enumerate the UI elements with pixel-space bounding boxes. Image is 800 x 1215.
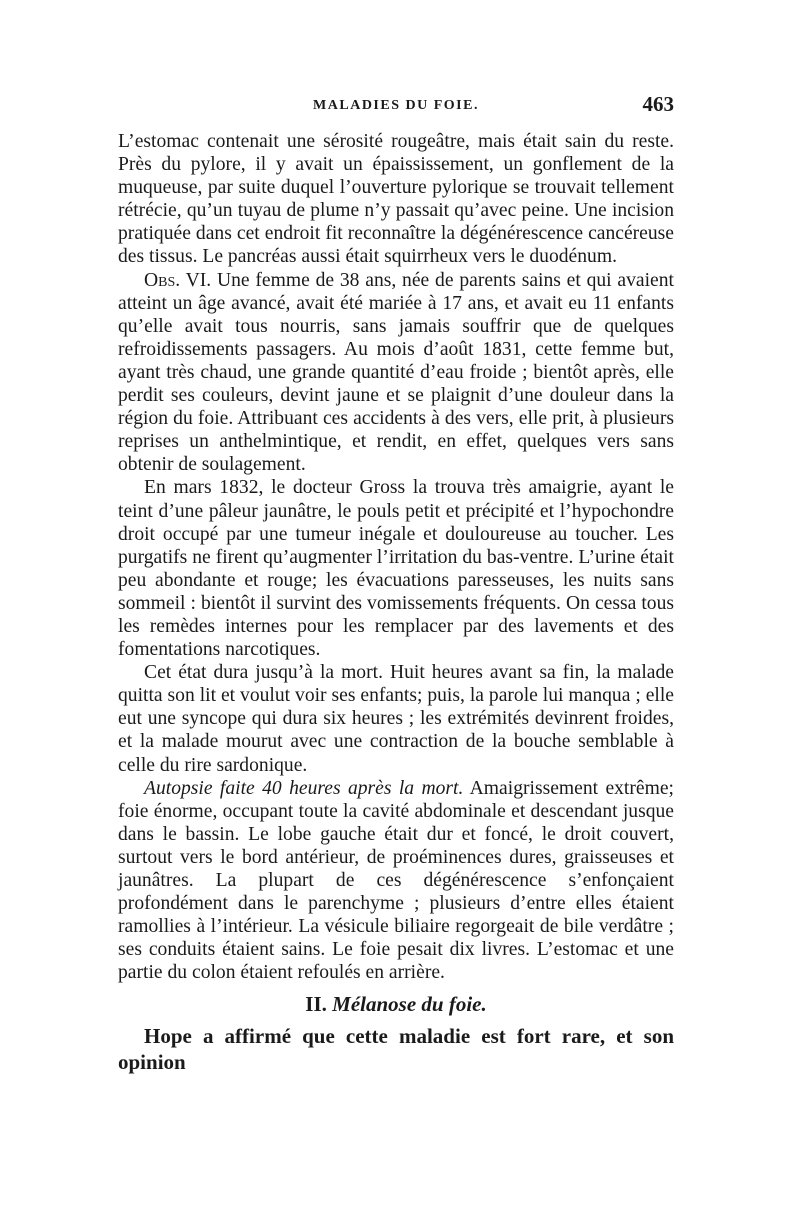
autopsie-text: Amaigrissement extrême; foie énorme, occupant toute la cavité abdominale et descendant jusque dans le bassin. Le lobe gauche était dur et foncé, le droit couvert, surtout vers le bord antérieur, de proéminences dures, graisseuses et jaunâtres. La plupart de ces dégénérescence s’enfonçaient profondément dans le parenchyme ; plusieurs d’entre elles étaient ramollies à l’intérieur. La vésicule biliaire regorgeait de bile verdâtre ; ses conduits étaient sains. Le foie pesait dix livres. L’estomac et une partie du colon étaient refoulés en arrière.	[118, 777, 674, 984]
page-header	[118, 92, 674, 130]
paragraph-mars-1832: En mars 1832, le docteur Gross la trouva très amaigrie, ayant le teint d’une pâleur jaunâtre, le pouls petit et précipité et l’hypochondre droit occupé par une tumeur inégale et douloureuse au toucher. Les purgatifs ne firent qu’augmenter l’irritation du bas-ventre. L’urine était peu abondante et rouge; les évacuations paresseuses, les nuits sans sommeil : bientôt il survint des vomissements fréquents. On cessa tous les remèdes internes pour les remplacer par des lavements et des fomentations narcotiques.	[118, 477, 674, 661]
observation-text: Une femme de 38 ans, née de parents sains et qui avaient atteint un âge avancé, avait été mariée à 17 ans, et avait eu 11 enfants qu’elle avait tous nourris, sans jamais souffrir que de quelques refroidissements passagers. Au mois d’août 1831, cette femme but, ayant très chaud, une grande quantité d’eau froide ; bientôt après, elle perdit ses couleurs, devint jaune et se plaignit d’une douleur dans la région du foie. Attribuant ces accidents à des vers, elle prit, à plusieurs reprises un anthelmintique, et rendit, en effet, quelques vers sans obtenir de soulagement.	[118, 269, 674, 476]
autopsie-label: Autopsie faite 40 heures après la mort.	[144, 777, 464, 799]
paragraph-autopsie	[118, 777, 674, 985]
running-head: MALADIES DU FOIE.	[313, 98, 479, 113]
book-page	[118, 92, 674, 1075]
paragraph-estomac: L’estomac contenait une sérosité rougeâtre, mais était sain du reste. Près du pylore, il y avait un épaississement, un gonflement de la muqueuse, par suite duquel l’ouverture pylorique se trouvait tellement rétrécie, qu’un tuyau de plume n’y passait qu’avec peine. Une incision pratiquée dans cet endroit fit reconnaître la dégénérescence cancéreuse des tissus. Le pancréas aussi était squirrheux vers le duodénum.	[118, 131, 674, 268]
paragraph-observation-vi	[118, 269, 674, 477]
observation-label: Obs. VI.	[144, 269, 212, 291]
section-heading	[118, 992, 674, 1017]
section-number: II.	[305, 992, 327, 1017]
page-body	[118, 130, 674, 984]
page-number: 463	[642, 92, 674, 116]
paragraph-hope: Hope a affirmé que cette maladie est fort rare, et son opinion	[118, 1024, 674, 1075]
section-title: Mélanose du foie.	[332, 992, 487, 1017]
paragraph-etat: Cet état dura jusqu’à la mort. Huit heures avant sa fin, la malade quitta son lit et voulut voir ses enfants; puis, la parole lui manqua ; elle eut une syncope qui dura six heures ; les extrémités devinrent froides, et la malade mourut avec une contraction de la bouche semblable à celle du rire sardonique.	[118, 662, 674, 776]
